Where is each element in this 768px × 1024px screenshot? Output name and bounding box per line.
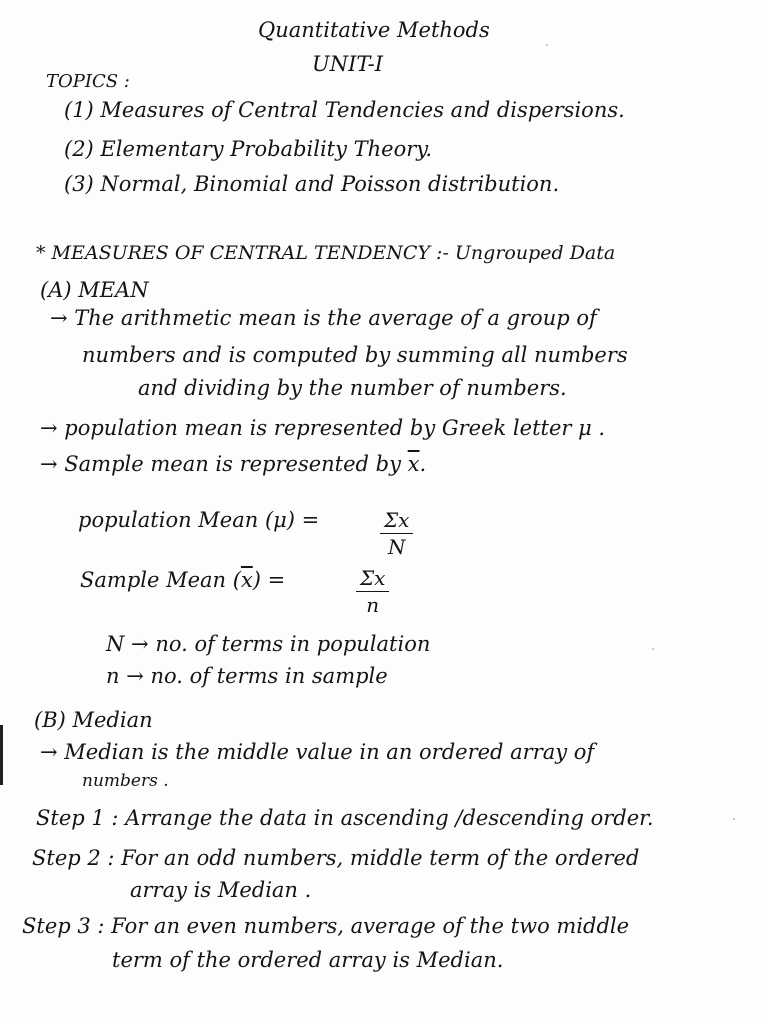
population-mean-denominator: N — [387, 535, 406, 559]
sample-mean-symbol: $\overline{x}$ — [407, 452, 420, 476]
median-step-2-cont: array is Median . — [130, 878, 312, 902]
sample-mean-label-start: Sample Mean ( — [80, 568, 241, 592]
population-mean-label: population Mean (μ) = — [78, 508, 320, 532]
sample-mean-symbol-end: . — [419, 452, 427, 476]
topics-heading: TOPICS : — [46, 71, 130, 92]
paper-speck — [733, 818, 735, 820]
population-mean-fraction — [380, 508, 413, 559]
paper-speck — [652, 648, 654, 650]
sample-mean-fraction — [356, 566, 389, 617]
median-line-2: numbers . — [82, 771, 169, 791]
page-title: Quantitative Methods — [258, 18, 490, 42]
sample-mean-numerator: Σx — [356, 566, 389, 592]
median-line-1: → Median is the middle value in an ordered array of — [40, 740, 595, 764]
topic-item-1: (1) Measures of Central Tendencies and dispersions. — [64, 98, 625, 122]
page-edge-mark — [0, 725, 3, 785]
median-step-3-cont: term of the ordered array is Median. — [112, 948, 504, 972]
topic-item-2: (2) Elementary Probability Theory. — [64, 137, 433, 161]
mean-line-5 — [40, 452, 426, 476]
note-population-terms: N → no. of terms in population — [106, 632, 431, 656]
sample-mean-label-symbol: $\overline{x}$ — [240, 568, 253, 592]
topic-item-3: (3) Normal, Binomial and Poisson distribution. — [64, 172, 560, 196]
population-mean-numerator: Σx — [380, 508, 413, 534]
mean-line-2: numbers and is computed by summing all numbers — [82, 343, 628, 367]
mean-line-4: → population mean is represented by Greek letter μ . — [40, 416, 606, 440]
median-step-1: Step 1 : Arrange the data in ascending /descending order. — [36, 806, 654, 830]
note-sample-terms: n → no. of terms in sample — [106, 664, 388, 688]
mean-line-1: → The arithmetic mean is the average of a group of — [50, 306, 597, 330]
sample-mean-label — [80, 568, 285, 592]
median-step-2: Step 2 : For an odd numbers, middle term of the ordered — [32, 846, 640, 870]
sample-mean-denominator: n — [366, 593, 380, 617]
median-heading: (B) Median — [34, 708, 153, 732]
paper-speck — [546, 44, 548, 46]
mean-line-5-text: → Sample mean is represented by — [40, 452, 401, 476]
unit-label: UNIT-I — [312, 52, 384, 76]
median-step-3: Step 3 : For an even numbers, average of the two middle — [22, 914, 630, 938]
section-heading: * MEASURES OF CENTRAL TENDENCY :- Ungrouped Data — [36, 242, 616, 264]
sample-mean-label-end: ) = — [252, 568, 286, 592]
mean-line-3: and dividing by the number of numbers. — [138, 376, 567, 400]
mean-heading: (A) MEAN — [40, 278, 149, 302]
